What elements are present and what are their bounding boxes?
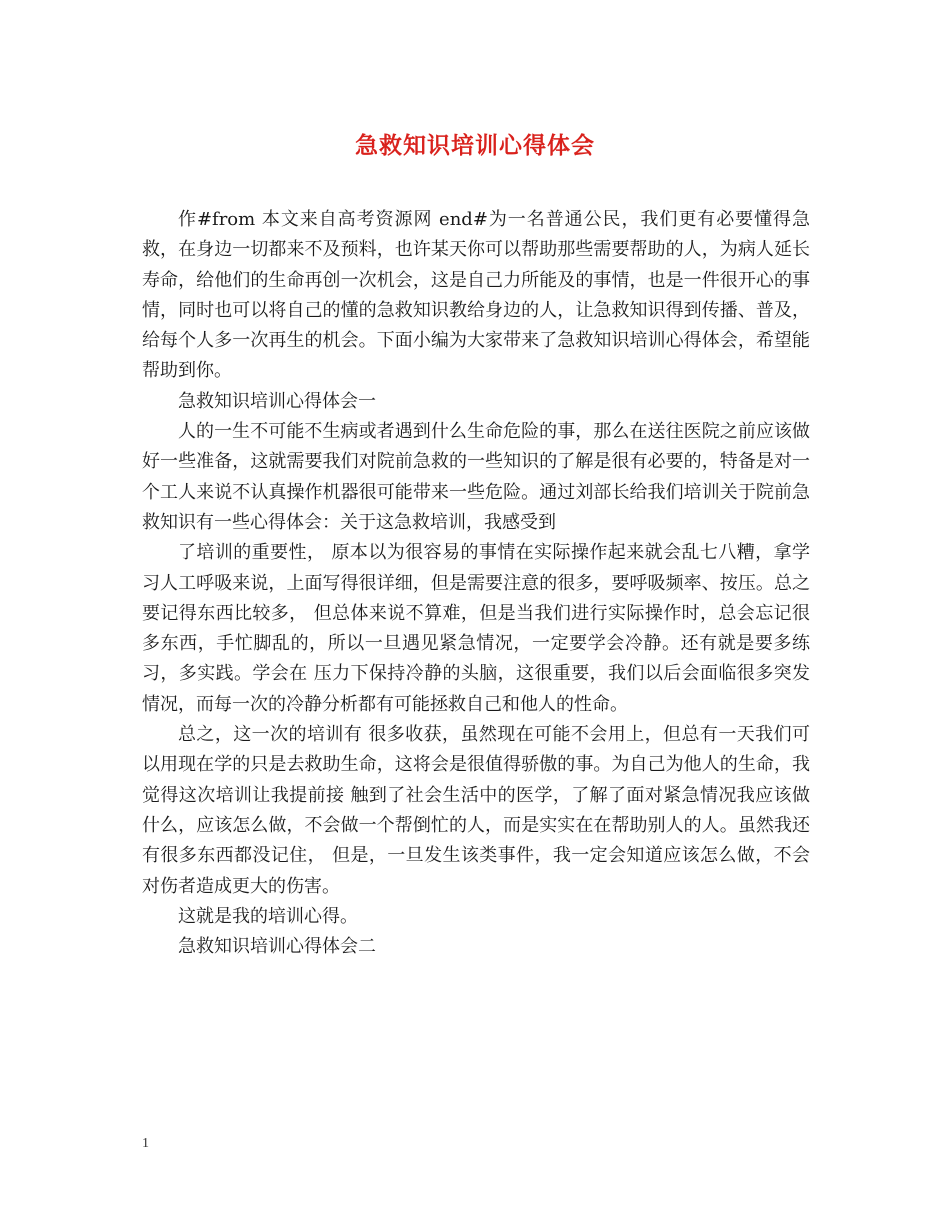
paragraph-conclusion: 这就是我的培训心得。 [178,905,358,927]
page-number: 1 [142,1136,149,1151]
paragraph-section-one-b: 了培训的重要性， 原本以为很容易的事情在实际操作起来就会乱七八糟，拿学习人工呼吸来说，上面写得很详细，但是需要注意的很多，要呼吸频率、按压。总之要记得东西比较多， 但总体来说不算难，但是当我们进行实际操作时，总会忘记很多东西，手忙脚乱的，所以一旦遇见紧急情况，一定要学会冷静。还有就是要多练习，多实践。学会在 压力下保持冷静的头脑，这很重要，我们以后会面临很多突发情况，而每一次的冷静分析都有可能拯救自己和他人的性命。 [142,542,810,715]
paragraph-intro: 作#from 本文来自高考资源网 end#为一名普通公民，我们更有必要懂得急救，在身边一切都来不及预料，也许某天你可以帮助那些需要帮助的人，为病人延长寿命，给他们的生命再创一次机会，这是自己力所能及的事情，也是一件很开心的事情，同时也可以将自己的懂的急救知识教给身边的人，让急救知识得到传播、普及，给每个人多一次再生的机会。下面小编为大家带来了急救知识培训心得体会，希望能帮助到你。 [142,209,810,382]
document-body [142,205,810,962]
paragraph-section-one-c: 总之，这一次的培训有 很多收获，虽然现在可能不会用上，但总有一天我们可以用现在学的只是去救助生命，这将会是很值得骄傲的事。为自己为他人的生命，我觉得这次培训让我提前接 触到了社会生活中的医学，了解了面对紧急情况我应该做什么，应该怎么做，不会做一个帮倒忙的人，而是实实在在帮助别人的人。虽然我还有很多东西都没记住， 但是，一旦发生该类事件，我一定会知道应该怎么做，不会对伤者造成更大的伤害。 [142,724,810,897]
section-heading-one: 急救知识培训心得体会一 [178,390,376,412]
paragraph-section-one-a: 人的一生不可能不生病或者遇到什么生命危险的事，那么在送往医院之前应该做好一些准备，这就需要我们对院前急救的一些知识的了解是很有必要的，特备是对一个工人来说不认真操作机器很可能带来一些危险。通过刘部长给我们培训关于院前急救知识有一些心得体会：关于这急救培训，我感受到 [142,421,810,533]
page-title: 急救知识培训心得体会 [355,132,595,159]
section-heading-two: 急救知识培训心得体会二 [178,936,376,958]
